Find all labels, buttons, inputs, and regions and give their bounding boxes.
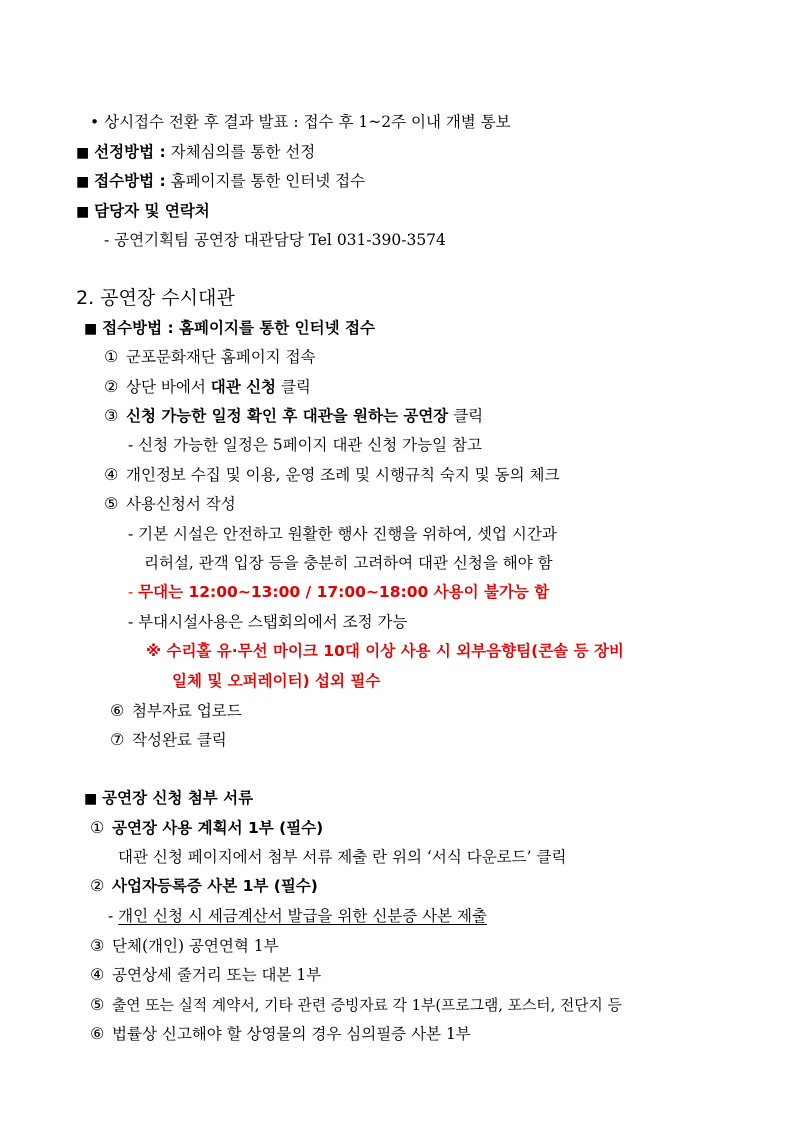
circled-number-icon: ② xyxy=(104,377,119,396)
reception-method-line: ■ 접수방법 : 홈페이지를 통한 인터넷 접수 xyxy=(76,172,366,190)
sound-team-warning-2: 일체 및 오퍼레이터) 섭외 필수 xyxy=(172,672,381,690)
attachment-1-note: 대관 신청 페이지에서 첨부 서류 제출 란 위의 ‘서식 다운로드’ 클릭 xyxy=(118,848,567,866)
contact-heading: ■ 담당자 및 연락처 xyxy=(76,202,210,220)
circled-number-icon: ② xyxy=(90,876,105,895)
step-5: ⑤ 사용신청서 작성 xyxy=(104,494,236,513)
circled-number-icon: ⑤ xyxy=(90,995,105,1014)
stage-restriction-note: - 무대는 12:00~13:00 / 17:00~18:00 사용이 불가능 함 xyxy=(128,583,550,601)
circled-number-icon: ⑥ xyxy=(90,1024,105,1043)
step-4: ④ 개인정보 수집 및 이용, 운영 조례 및 시행규칙 숙지 및 동의 체크 xyxy=(104,465,560,484)
step-7: ⑦ 작성완료 클릭 xyxy=(110,730,227,749)
attachment-4: ④ 공연상세 줄거리 또는 대본 1부 xyxy=(90,965,322,984)
circled-number-icon: ③ xyxy=(90,936,105,955)
attachment-5: ⑤ 출연 또는 실적 계약서, 기타 관련 증빙자료 각 1부(프로그램, 포스터, 전단지 등 xyxy=(90,995,622,1014)
selection-method-line: ■ 선정방법 : 자체심의를 통한 선정 xyxy=(76,143,316,161)
step-5-note-1a: - 기본 시설은 안전하고 원활한 행사 진행을 위하여, 셋업 시간과 xyxy=(128,525,557,543)
step-3: ③ 신청 가능한 일정 확인 후 대관을 원하는 공연장 클릭 xyxy=(104,406,484,425)
attachment-1: ① 공연장 사용 계획서 1부 (필수) xyxy=(90,818,324,837)
circled-number-icon: ③ xyxy=(104,406,119,425)
attachment-2-note: - 개인 신청 시 세금계산서 발급을 위한 신분증 사본 제출 xyxy=(108,907,487,925)
result-announcement-line: • 상시접수 전환 후 결과 발표 : 접수 후 1~2주 이내 개별 통보 xyxy=(90,113,511,131)
circled-number-icon: ⑤ xyxy=(104,494,119,513)
attachments-heading: ■ 공연장 신청 첨부 서류 xyxy=(84,789,254,807)
square-bullet-icon: ■ xyxy=(84,791,98,807)
section-heading: 2. 공연장 수시대관 xyxy=(76,287,235,309)
square-bullet-icon: ■ xyxy=(84,321,98,337)
circled-number-icon: ④ xyxy=(90,965,105,984)
circled-number-icon: ⑦ xyxy=(110,730,125,749)
reception-method-heading: ■ 접수방법 : 홈페이지를 통한 인터넷 접수 xyxy=(84,319,375,337)
square-bullet-icon: ■ xyxy=(76,174,90,190)
attachment-3: ③ 단체(개인) 공연연혁 1부 xyxy=(90,936,279,955)
step-3-note: - 신청 가능한 일정은 5페이지 대관 신청 가능일 참고 xyxy=(128,436,482,454)
step-1: ① 군포문화재단 홈페이지 접속 xyxy=(104,347,316,366)
step-5-note-1b: 리허설, 관객 입장 등을 충분히 고려하여 대관 신청을 해야 함 xyxy=(144,554,553,572)
step-5-note-3: - 부대시설사용은 스탭회의에서 조정 가능 xyxy=(128,613,408,631)
step-2: ② 상단 바에서 대관 신청 클릭 xyxy=(104,377,311,396)
sound-team-warning-1: ※ 수리홀 유·무선 마이크 10대 이상 사용 시 외부음향팀(콘솔 등 장비 xyxy=(146,642,624,660)
square-bullet-icon: ■ xyxy=(76,204,90,220)
attachment-2: ② 사업자등록증 사본 1부 (필수) xyxy=(90,876,318,895)
attachment-6: ⑥ 법률상 신고해야 할 상영물의 경우 심의필증 사본 1부 xyxy=(90,1024,471,1043)
circled-number-icon: ④ xyxy=(104,465,119,484)
circled-number-icon: ① xyxy=(104,347,119,366)
contact-info-line: - 공연기획팀 공연장 대관담당 Tel 031-390-3574 xyxy=(104,231,446,249)
bullet-icon: • xyxy=(90,113,100,131)
step-6: ⑥ 첨부자료 업로드 xyxy=(110,701,242,720)
circled-number-icon: ⑥ xyxy=(110,701,125,720)
circled-number-icon: ① xyxy=(90,818,105,837)
square-bullet-icon: ■ xyxy=(76,145,90,161)
